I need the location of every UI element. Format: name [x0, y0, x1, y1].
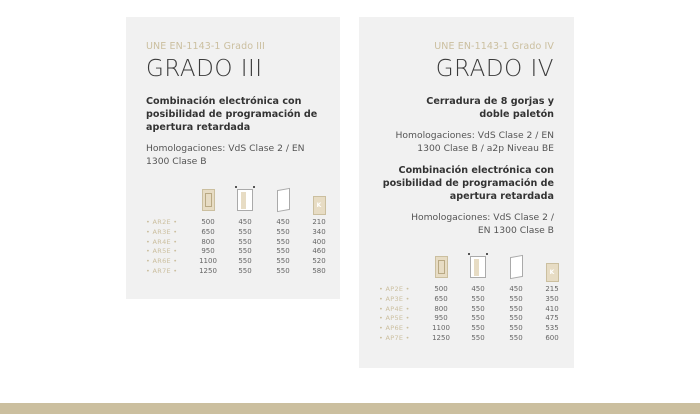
- grade-iv-homologations-lock: Homologaciones: VdS Clase 2 / EN 1300 Clase B / a2p Niveau BE: [395, 130, 554, 154]
- front-height-icon: [202, 189, 215, 211]
- width-value: 550: [471, 304, 485, 313]
- table-row: [379, 295, 569, 305]
- model-code: • AR4E •: [146, 237, 178, 246]
- footer-accent-bar: [0, 403, 700, 414]
- height-value: 1100: [199, 257, 217, 266]
- depth-icon: [510, 255, 523, 279]
- grade-iv-card: [359, 17, 574, 368]
- width-value: 550: [238, 237, 252, 246]
- height-value: 500: [201, 218, 215, 226]
- model-code: • AR3E •: [146, 227, 178, 236]
- height-value: 950: [201, 247, 215, 256]
- model-code: • AP4E •: [379, 304, 410, 313]
- grade-iii-title: GRADO III: [146, 56, 263, 82]
- model-code: • AP3E •: [379, 294, 410, 303]
- width-value: 550: [471, 294, 485, 303]
- grade-iii-spec-table: [146, 185, 336, 277]
- depth-value: 450: [509, 285, 523, 293]
- table-row: [379, 305, 569, 315]
- height-value: 1250: [432, 333, 450, 342]
- grade-iii-homologations: Homologaciones: VdS Clase 2 / EN 1300 Clase B: [146, 143, 305, 167]
- depth-value: 550: [276, 237, 290, 246]
- grade-iv-feature-electronic: Combinación electrónica con posibilidad de programación de apertura retardada: [382, 165, 554, 202]
- grade-iii-card: [126, 17, 340, 299]
- weight-value: 460: [312, 247, 326, 256]
- depth-value: 550: [276, 266, 290, 275]
- depth-value: 550: [509, 294, 523, 303]
- height-value: 950: [434, 314, 448, 323]
- table-row: [379, 324, 569, 334]
- height-value: 650: [201, 227, 215, 236]
- weight-value: 475: [545, 314, 559, 323]
- grade-iv-homologations-electronic: Homologaciones: VdS Clase 2 / EN 1300 Clase B: [411, 212, 554, 236]
- width-value: 550: [238, 247, 252, 256]
- depth-value: 550: [276, 247, 290, 256]
- width-value: 550: [238, 266, 252, 275]
- model-code: • AR6E •: [146, 257, 178, 266]
- grade-iv-title: GRADO IV: [435, 56, 554, 82]
- grade-iii-feature-electronic: Combinación electrónica con posibilidad de programación de apertura retardada: [146, 96, 318, 133]
- model-code: • AP6E •: [379, 324, 410, 333]
- width-value: 450: [471, 285, 485, 293]
- model-code: • AP7E •: [379, 333, 410, 342]
- width-value: 550: [238, 257, 252, 266]
- model-code: • AP2E •: [379, 285, 410, 293]
- weight-icon: K: [546, 263, 559, 282]
- weight-value: 215: [545, 285, 559, 293]
- height-value: 500: [434, 285, 448, 293]
- table-row: [379, 285, 569, 295]
- weight-value: 535: [545, 324, 559, 333]
- table-row: [146, 267, 336, 277]
- weight-value: 340: [312, 227, 326, 236]
- grade-iii-standard: UNE EN-1143-1 Grado III: [146, 41, 265, 52]
- height-value: 1100: [432, 324, 450, 333]
- width-value: 450: [238, 218, 252, 226]
- table-row: [146, 247, 336, 257]
- grade-iv-standard: UNE EN-1143-1 Grado IV: [434, 41, 554, 52]
- grade-iv-spec-table: [379, 252, 569, 344]
- table-row: [146, 228, 336, 238]
- width-value: 550: [238, 227, 252, 236]
- table-row: [146, 218, 336, 228]
- depth-value: 450: [276, 218, 290, 226]
- front-height-icon: [435, 256, 448, 278]
- table-row: [146, 238, 336, 248]
- weight-value: 400: [312, 237, 326, 246]
- height-value: 800: [201, 237, 215, 246]
- depth-icon: [277, 188, 290, 212]
- weight-icon: K: [313, 196, 326, 215]
- width-icon: [470, 256, 486, 278]
- weight-value: 520: [312, 257, 326, 266]
- weight-value: 410: [545, 304, 559, 313]
- weight-value: 350: [545, 294, 559, 303]
- depth-value: 550: [509, 304, 523, 313]
- model-code: • AR7E •: [146, 266, 178, 275]
- weight-value: 580: [312, 266, 326, 275]
- weight-value: 600: [545, 333, 559, 342]
- depth-value: 550: [276, 257, 290, 266]
- model-code: • AR2E •: [146, 218, 178, 226]
- height-value: 1250: [199, 266, 217, 275]
- width-value: 550: [471, 324, 485, 333]
- height-value: 650: [434, 294, 448, 303]
- model-code: • AP5E •: [379, 314, 410, 323]
- width-icon: [237, 189, 253, 211]
- width-value: 550: [471, 333, 485, 342]
- depth-value: 550: [509, 324, 523, 333]
- depth-value: 550: [509, 333, 523, 342]
- depth-value: 550: [509, 314, 523, 323]
- weight-value: 210: [312, 218, 326, 226]
- model-code: • AR5E •: [146, 247, 178, 256]
- height-value: 800: [434, 304, 448, 313]
- grade-iv-feature-lock: Cerradura de 8 gorjas y doble paletón: [426, 96, 554, 120]
- table-row: [379, 314, 569, 324]
- width-value: 550: [471, 314, 485, 323]
- table-row: [146, 257, 336, 267]
- table-row: [379, 334, 569, 344]
- depth-value: 550: [276, 227, 290, 236]
